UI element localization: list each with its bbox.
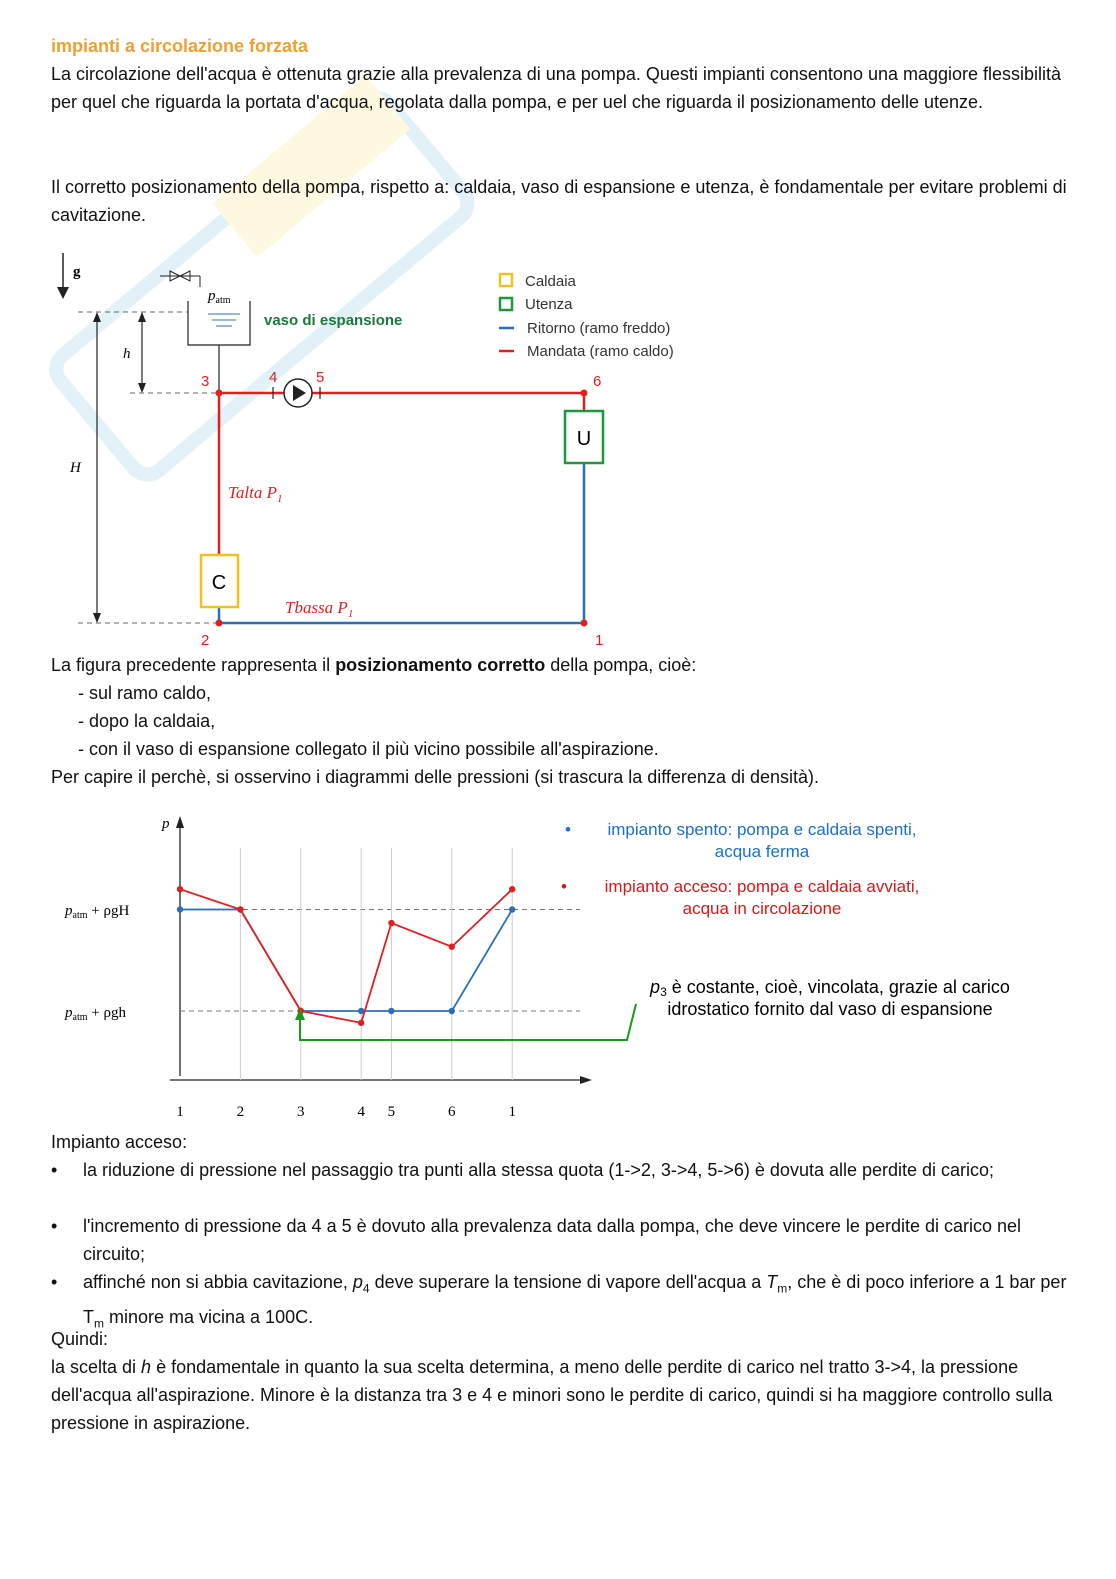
legend-ritorno: Ritorno (ramo freddo)	[527, 320, 671, 337]
cold-note: Tbassa $P_1$	[285, 598, 354, 620]
legend-bullet-off: •	[565, 820, 571, 839]
data-point	[177, 906, 183, 912]
x-tick-label: 6	[448, 1104, 456, 1120]
patm-label: p	[208, 288, 216, 304]
ref-label-H: $p_{atm} + \rho gH$	[65, 903, 130, 921]
expansion-vessel	[188, 288, 250, 393]
final-paragraph: la scelta di h è fondamentale in quanto la sua scelta determina, a meno delle perdite di carico nel tratto 3->4, la pressione dell'acqua all'aspirazione. Minore è la distanza tra 3 e 4 e minori sono le perdite di carico, quindi si ha maggiore controllo sulla pressione in aspirazione.	[51, 1357, 1053, 1433]
data-point	[358, 1020, 364, 1026]
legend-mandata: Mandata (ramo caldo)	[527, 343, 674, 360]
point-label-5: 5	[316, 369, 325, 386]
boiler-letter: C	[211, 572, 227, 594]
ref-label-h: $p_{atm} + \rho gh$	[65, 1005, 126, 1023]
chart-y-label: p	[162, 816, 170, 832]
data-point	[449, 1008, 455, 1014]
data-point	[388, 1008, 394, 1014]
data-point	[388, 920, 394, 926]
figure-explanation: La figura precedente rappresenta il posizionamento corretto della pompa, cioè:	[51, 655, 697, 675]
user-letter: U	[576, 428, 592, 450]
x-tick-label: 1	[508, 1104, 516, 1120]
patm-sub: atm	[215, 295, 231, 306]
list-item: - con il vaso di espansione collegato il più vicino possibile all'aspirazione.	[78, 739, 659, 759]
circuit-diagram	[40, 245, 740, 655]
point-label-1: 1	[595, 632, 604, 649]
pressure-chart	[40, 808, 1080, 1128]
point-label-2: 2	[201, 632, 210, 649]
bullet-item: • affinché non si abbia cavitazione, $p_4$ deve superare la tensione di vapore dell'acqua a $T_m$, che è di poco inferiore a 1 bar per $T_m$ minore ma vicina a 100C.	[51, 1272, 1067, 1331]
data-point	[509, 886, 515, 892]
x-tick-label: 3	[297, 1104, 305, 1120]
diagram-legend	[499, 273, 674, 360]
gravity-arrow	[63, 253, 81, 293]
legend-utenza: Utenza	[525, 296, 573, 313]
annotation-bracket	[300, 1004, 636, 1040]
bullet-item: • la riduzione di pressione nel passaggio tra punti alla stessa quota (1->2, 3->4, 5->6) è dovuta alle perdite di carico;	[51, 1160, 995, 1180]
valve-icon	[160, 271, 200, 287]
point-label-4: 4	[269, 369, 278, 386]
section-title: impianti a circolazione forzata	[51, 36, 309, 56]
chart-legend	[561, 820, 919, 918]
x-tick-label: 5	[387, 1104, 396, 1120]
legend-caldaia: Caldaia	[525, 273, 576, 290]
list-item: - dopo la caldaia,	[78, 711, 216, 731]
legend-on-line2: acqua in circolazione	[682, 899, 842, 918]
point-label-6: 6	[593, 373, 602, 390]
legend-on-line1: impianto acceso: pompa e caldaia avviati,	[604, 877, 920, 896]
list-item: - sul ramo caldo,	[78, 683, 212, 703]
data-point	[509, 906, 515, 912]
annotation-line1: p3 è costante, cioè, vincolata, grazie al carico	[650, 977, 1010, 999]
legend-off-line2: acqua ferma	[714, 842, 810, 861]
data-point	[449, 944, 455, 950]
x-tick-label: 2	[236, 1104, 245, 1120]
legend-off-line1: impianto spento: pompa e caldaia spenti,	[607, 820, 917, 839]
vessel-label: vaso di espansione	[264, 312, 403, 329]
pump-position-paragraph: Il corretto posizionamento della pompa, rispetto a: caldaia, vaso di espansione e utenza, è fondamentale per evitare problemi di cavitazione.	[51, 177, 1067, 225]
quindi-label: Quindi:	[51, 1329, 109, 1349]
x-tick-label: 1	[176, 1104, 184, 1120]
gravity-label: g	[73, 264, 81, 280]
data-point	[237, 906, 243, 912]
intro-paragraph: La circolazione dell'acqua è ottenuta grazie alla prevalenza di una pompa. Questi impianti consentono una maggiore flessibilità per quel che riguarda la portata d'acqua, regolata dalla pompa, e per uel che riguarda il posizionamento delle utenze.	[51, 64, 1062, 112]
series-line-0	[180, 910, 512, 1012]
x-tick-label: 4	[357, 1104, 365, 1120]
diagram-intro: Per capire il perchè, si osservino i diagrammi delle pressioni (si trascura la differenza di densità).	[51, 767, 820, 787]
point-label-3: 3	[201, 373, 210, 390]
bold-phrase: posizionamento corretto	[335, 655, 546, 675]
annotation-line2: idrostatico fornito dal vaso di espansione	[667, 999, 993, 1019]
H-label: H	[70, 460, 81, 476]
data-point	[177, 886, 183, 892]
bottom-heading: Impianto acceso:	[51, 1132, 188, 1152]
hot-note: Talta $P_1$	[228, 483, 283, 505]
H-dimension	[69, 312, 101, 623]
bullet-item: • l'incremento di pressione da 4 a 5 è dovuto alla prevalenza data dalla pompa, che deve vincere le perdite di carico nel circuito;	[51, 1216, 1022, 1264]
h-dimension	[123, 312, 146, 393]
legend-bullet-on: •	[561, 877, 567, 896]
h-label: h	[123, 346, 131, 362]
svg-text:patm	[207, 288, 231, 306]
